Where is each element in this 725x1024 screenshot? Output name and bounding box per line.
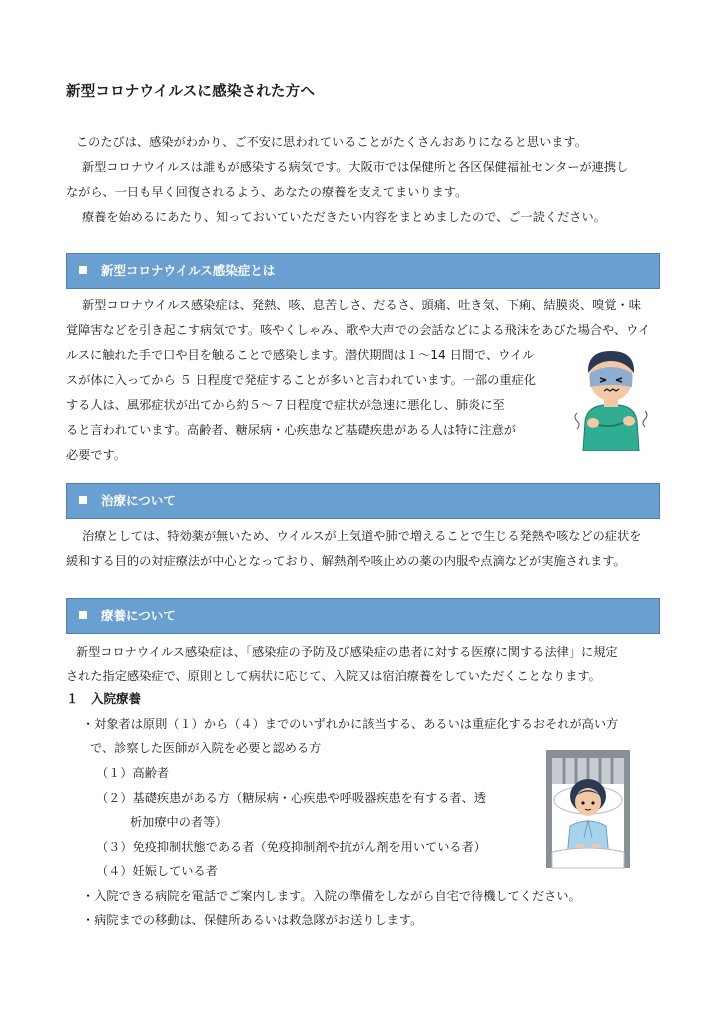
subheading-hospitalization: １ 入院療養 [66, 691, 142, 706]
body-line: 新型コロナウイルス感染症は、「感染症の予防及び感染症の患者に対する医療に関する法律」に規定 [76, 645, 618, 659]
intro-line: このたびは、感染がわかり、ご不安に思われていることがたくさんおありになると思います。 [76, 135, 587, 149]
page-title: 新型コロナウイルスに感染された方へ [66, 84, 316, 100]
section-heading-recuperation [66, 598, 660, 634]
list-item: （４）妊娠している者 [96, 864, 218, 878]
body-line: 必要です。 [66, 448, 126, 462]
list-item: （１）高齢者 [96, 766, 170, 780]
body-line: ルスに触れた手で口や目を触ることで感染します。潜伏期間は１～14 日間で、ウイル [66, 348, 535, 362]
body-line: ると言われています。高齢者、糖尿病・心疾患など基礎疾患がある人は特に注意が [66, 423, 516, 437]
intro-line: 療養を始めるにあたり、知っておいていただきたい内容をまとめましたので、ご一読ください。 [82, 210, 606, 224]
list-item: ・対象者は原則（１）から（４）までのいずれかに該当する、あるいは重症化するおそれが高い方 [82, 717, 619, 731]
section-heading-label: 新型コロナウイルス感染症とは [101, 263, 276, 278]
section-heading-treatment [66, 483, 660, 519]
square-bullet-icon [79, 611, 87, 619]
square-bullet-icon [79, 496, 87, 504]
list-item: ・入院できる病院を電話でご案内します。入院の準備をしながら自宅で待機してください。 [82, 889, 581, 903]
square-bullet-icon [79, 266, 87, 274]
list-item: （３）免疫抑制状態である者（免疫抑制剤や抗がん剤を用いている者） [96, 840, 486, 854]
hospital-bed-patient-illustration [540, 748, 636, 870]
body-line: 覚障害などを引き起こす病気です。咳やくしゃみ、歌や大声での会話などによる飛沫をあびた場合や、ウイ [66, 323, 651, 337]
intro-line: ながら、一日も早く回復されるよう、あなたの療養を支えてまいります。 [66, 185, 468, 199]
section-heading-label: 療養について [101, 608, 176, 623]
body-line: された指定感染症で、原則として病状に応じて、入院又は宿泊療養をしていただくことなります。 [66, 669, 601, 683]
list-item: （２）基礎疾患がある方（糖尿病・心疾患や呼吸器疾患を有する者、透 [96, 791, 486, 805]
section-heading-infection [66, 253, 660, 289]
body-line: スが体に入ってから ５ 日程度で発症することが多いと言われています。一部の重症化 [66, 373, 536, 387]
section-heading-label: 治療について [101, 493, 176, 508]
body-line: 緩和する目的の対症療法が中心となっており、解熱剤や咳止めの薬の内服や点滴などが実施されます。 [66, 554, 626, 568]
body-line: 新型コロナウイルス感染症は、発熱、咳、息苦しさ、だるさ、頭痛、吐き気、下痢、結膜炎、嗅覚・味 [82, 298, 641, 312]
sick-person-illustration [573, 343, 649, 451]
intro-line: 新型コロナウイルスは誰もが感染する病気です。大阪市では保健所と各区保健福祉センターが連携し [82, 160, 629, 174]
body-line: する人は、風邪症状が出てから約５～７日程度で症状が急速に悪化し、肺炎に至 [66, 398, 505, 412]
list-item: 析加療中の者等） [130, 815, 228, 829]
body-line: 治療としては、特効薬が無いため、ウイルスが上気道や肺で増えることで生じる発熱や咳などの症状を [82, 529, 642, 543]
list-item: で、診察した医師が入院を必要と認める方 [90, 741, 322, 755]
list-item: ・病院までの移動は、保健所あるいは救急隊がお送りします。 [82, 913, 423, 927]
